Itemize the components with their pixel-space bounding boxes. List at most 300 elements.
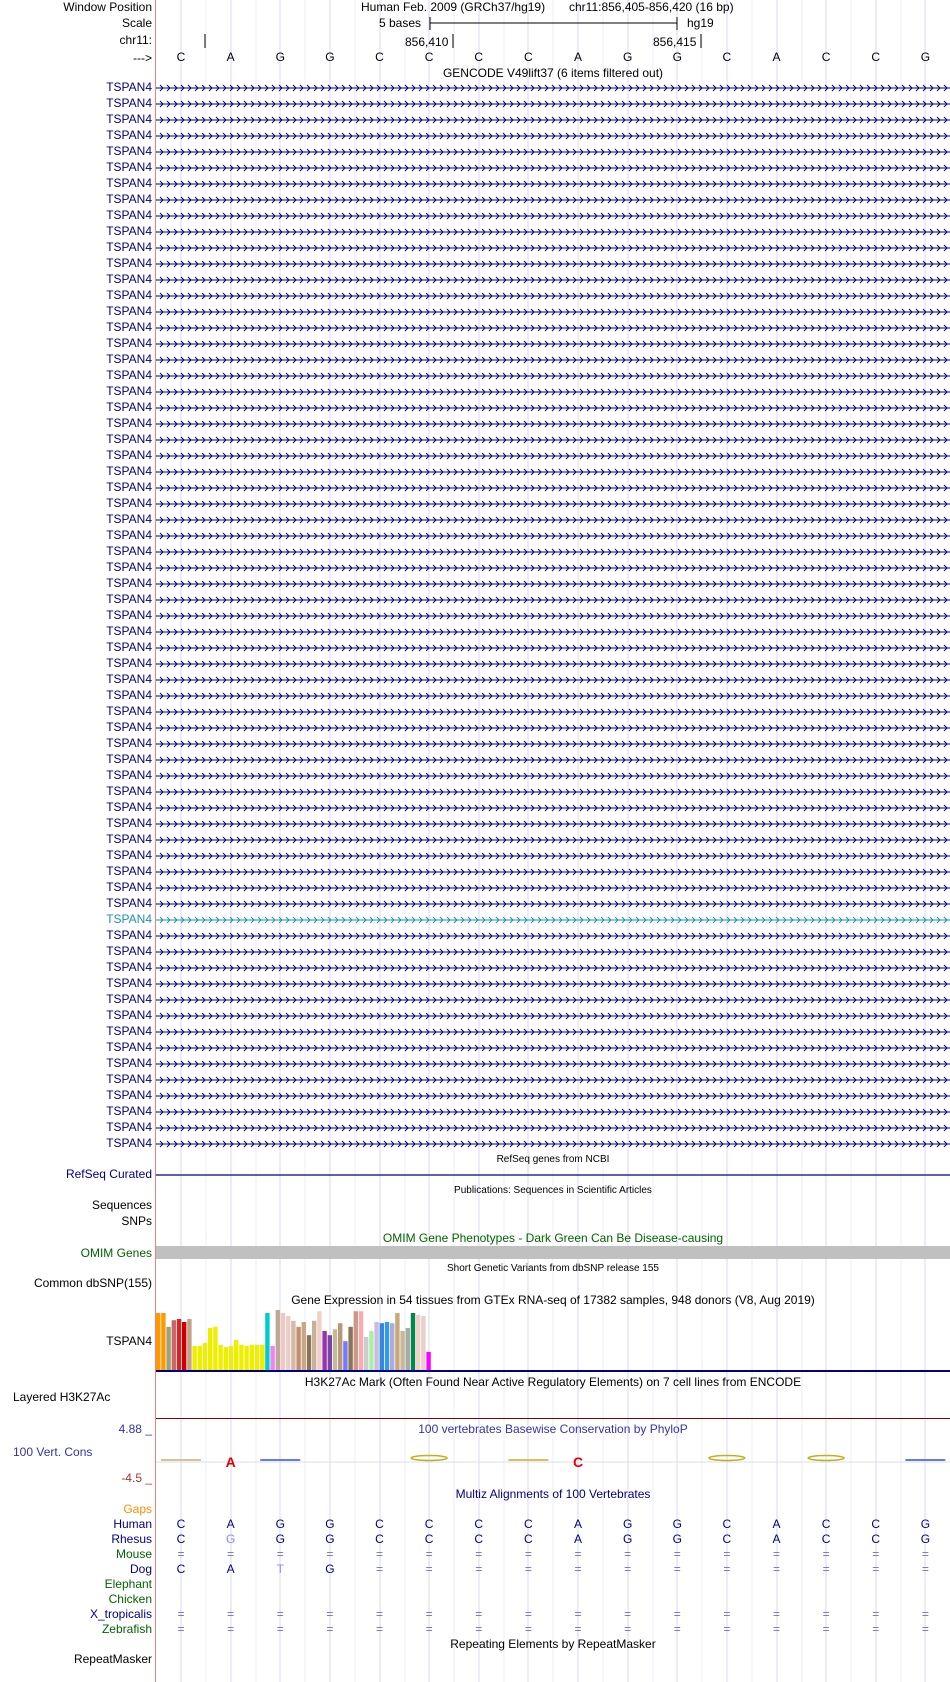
gencode-transcript-label[interactable]: TSPAN4 bbox=[106, 896, 152, 910]
gtex-tissue-bar[interactable] bbox=[296, 1327, 300, 1370]
multiz-base: = bbox=[375, 1622, 383, 1636]
gencode-transcript[interactable] bbox=[156, 1061, 950, 1067]
gencode-transcript-label[interactable]: TSPAN4 bbox=[106, 864, 152, 878]
base-letter: G bbox=[920, 50, 931, 64]
base-letter: A bbox=[226, 50, 235, 64]
h3k27ac-label[interactable]: Layered H3K27Ac bbox=[13, 1390, 111, 1404]
gencode-transcript-label[interactable]: TSPAN4 bbox=[106, 400, 152, 414]
gencode-transcript[interactable] bbox=[156, 981, 950, 987]
gencode-transcript-label[interactable]: TSPAN4 bbox=[106, 1056, 152, 1070]
gencode-transcript[interactable] bbox=[156, 117, 950, 123]
gencode-transcript[interactable] bbox=[156, 997, 950, 1003]
gtex-tissue-bar[interactable] bbox=[156, 1313, 160, 1370]
gencode-transcript-label[interactable]: TSPAN4 bbox=[106, 688, 152, 702]
gencode-transcript[interactable] bbox=[156, 853, 950, 859]
multiz-base: A bbox=[573, 1517, 582, 1531]
multiz-base: C bbox=[176, 1532, 186, 1546]
gencode-transcript-label[interactable]: TSPAN4 bbox=[106, 720, 152, 734]
gtex-tissue-bar[interactable] bbox=[244, 1346, 248, 1370]
scale-bases-text: 5 bases bbox=[379, 16, 422, 30]
base-letter: C bbox=[821, 50, 831, 64]
gtex-track-title[interactable]: Gene Expression in 54 tissues from GTEx RNA-seq of 17382 samples, 948 donors (V8, Aug 2019) bbox=[291, 1293, 815, 1307]
gencode-transcript-label[interactable]: TSPAN4 bbox=[106, 992, 152, 1006]
conservation-mark: A bbox=[225, 1454, 236, 1470]
gencode-transcript[interactable] bbox=[156, 453, 950, 459]
gencode-transcript-label[interactable]: TSPAN4 bbox=[106, 592, 152, 606]
gtex-label[interactable]: TSPAN4 bbox=[106, 1334, 152, 1348]
gtex-tissue-bar[interactable] bbox=[395, 1313, 399, 1370]
gtex-tissue-bar[interactable] bbox=[312, 1321, 316, 1370]
gtex-tissue-bar[interactable] bbox=[333, 1329, 337, 1370]
multiz-base: = bbox=[475, 1547, 483, 1561]
gencode-transcript[interactable] bbox=[156, 373, 950, 379]
gencode-transcript[interactable] bbox=[156, 149, 950, 155]
gencode-transcript-label[interactable]: TSPAN4 bbox=[106, 1072, 152, 1086]
gencode-transcript[interactable] bbox=[156, 581, 950, 587]
gtex-tissue-bar[interactable] bbox=[426, 1352, 430, 1370]
gtex-tissue-bar[interactable] bbox=[400, 1331, 404, 1370]
multiz-base: = bbox=[574, 1622, 582, 1636]
gencode-transcript[interactable] bbox=[156, 389, 950, 395]
gencode-transcript-label[interactable]: TSPAN4 bbox=[106, 960, 152, 974]
refseq-track-title[interactable]: RefSeq genes from NCBI bbox=[496, 1154, 610, 1165]
gencode-transcript[interactable] bbox=[156, 165, 950, 171]
gencode-transcript[interactable] bbox=[156, 229, 950, 235]
gencode-transcript-label[interactable]: TSPAN4 bbox=[106, 928, 152, 942]
repeatmasker-track-title[interactable]: Repeating Elements by RepeatMasker bbox=[450, 1637, 656, 1651]
gencode-transcript-label[interactable]: TSPAN4 bbox=[106, 96, 152, 110]
conservation-label[interactable]: 100 Vert. Cons bbox=[13, 1445, 93, 1459]
gencode-transcript-label[interactable]: TSPAN4 bbox=[106, 496, 152, 510]
gencode-transcript-label[interactable]: TSPAN4 bbox=[106, 160, 152, 174]
gtex-tissue-bar[interactable] bbox=[328, 1335, 332, 1370]
gtex-tissue-bar[interactable] bbox=[161, 1313, 165, 1370]
strand-label: ---> bbox=[133, 51, 152, 65]
gencode-transcript[interactable] bbox=[156, 469, 950, 475]
gencode-transcript[interactable] bbox=[156, 629, 950, 635]
gencode-transcript-label[interactable]: TSPAN4 bbox=[106, 80, 152, 94]
gencode-transcript-label[interactable]: TSPAN4 bbox=[106, 800, 152, 814]
base-letter: C bbox=[524, 50, 533, 64]
gencode-transcript-label[interactable]: TSPAN4 bbox=[106, 240, 152, 254]
gencode-transcript[interactable] bbox=[156, 405, 950, 411]
multiz-base: = bbox=[177, 1622, 185, 1636]
multiz-base: C bbox=[375, 1517, 384, 1531]
multiz-base: = bbox=[475, 1607, 483, 1621]
gencode-transcript[interactable] bbox=[156, 533, 950, 539]
gencode-transcript[interactable] bbox=[156, 821, 950, 827]
gencode-transcript[interactable] bbox=[156, 1125, 950, 1131]
multiz-species-label[interactable]: X_tropicalis bbox=[89, 1607, 152, 1621]
gencode-transcript[interactable] bbox=[156, 293, 950, 299]
gencode-transcript[interactable] bbox=[156, 1029, 950, 1035]
gtex-tissue-bar[interactable] bbox=[218, 1345, 222, 1370]
gencode-transcript[interactable] bbox=[156, 789, 950, 795]
repeatmasker-label[interactable]: RepeatMasker bbox=[73, 1652, 152, 1666]
base-letter: G bbox=[325, 50, 335, 64]
gencode-transcript[interactable] bbox=[156, 213, 950, 219]
gencode-transcript[interactable] bbox=[156, 565, 950, 571]
multiz-base: = bbox=[772, 1547, 780, 1561]
multiz-base: A bbox=[226, 1517, 235, 1531]
gencode-transcript-label[interactable]: TSPAN4 bbox=[106, 256, 152, 270]
gencode-transcript-label[interactable]: TSPAN4 bbox=[106, 1136, 152, 1150]
multiz-base: = bbox=[872, 1562, 880, 1576]
gencode-transcript-label[interactable]: TSPAN4 bbox=[106, 336, 152, 350]
multiz-base: = bbox=[673, 1607, 681, 1621]
gencode-transcript[interactable] bbox=[156, 661, 950, 667]
gencode-transcript-label[interactable]: TSPAN4 bbox=[106, 704, 152, 718]
gencode-transcript-label[interactable]: TSPAN4 bbox=[106, 912, 152, 926]
gencode-transcript[interactable] bbox=[156, 261, 950, 267]
gencode-transcript-label[interactable]: TSPAN4 bbox=[106, 544, 152, 558]
multiz-species-label[interactable]: Dog bbox=[129, 1562, 152, 1576]
gencode-transcript[interactable] bbox=[156, 341, 950, 347]
multiz-base: = bbox=[723, 1607, 731, 1621]
gencode-transcript-label[interactable]: TSPAN4 bbox=[106, 672, 152, 686]
gencode-transcript-label[interactable]: TSPAN4 bbox=[106, 528, 152, 542]
gencode-transcript-label[interactable]: TSPAN4 bbox=[106, 320, 152, 334]
multiz-base: = bbox=[475, 1622, 483, 1636]
multiz-base: = bbox=[326, 1547, 334, 1561]
gtex-tissue-bar[interactable] bbox=[229, 1346, 233, 1370]
multiz-base: = bbox=[475, 1562, 483, 1576]
gtex-tissue-bar[interactable] bbox=[348, 1327, 352, 1370]
h3k27ac-top-line bbox=[156, 1370, 950, 1372]
gtex-tissue-bar[interactable] bbox=[354, 1311, 358, 1370]
base-letter: G bbox=[672, 50, 682, 64]
multiz-base: G bbox=[225, 1532, 236, 1546]
gencode-transcript-label[interactable]: TSPAN4 bbox=[106, 432, 152, 446]
gtex-tissue-bar[interactable] bbox=[187, 1319, 191, 1370]
omim-label[interactable]: OMIM Genes bbox=[80, 1246, 152, 1260]
gencode-transcript[interactable] bbox=[156, 837, 950, 843]
conservation-mark bbox=[411, 1456, 447, 1461]
multiz-base: = bbox=[921, 1562, 929, 1576]
gtex-tissue-bar[interactable] bbox=[281, 1313, 285, 1370]
gencode-transcript-label[interactable]: TSPAN4 bbox=[106, 640, 152, 654]
gencode-transcript-label[interactable]: TSPAN4 bbox=[106, 368, 152, 382]
gtex-tissue-bar[interactable] bbox=[177, 1319, 181, 1370]
gtex-tissue-bar[interactable] bbox=[276, 1310, 280, 1370]
gtex-tissue-bar[interactable] bbox=[260, 1345, 264, 1370]
gencode-transcript[interactable] bbox=[156, 309, 950, 315]
multiz-base: G bbox=[622, 1517, 633, 1531]
gencode-transcript[interactable] bbox=[156, 245, 950, 251]
gencode-transcript[interactable] bbox=[156, 437, 950, 443]
gencode-transcript-label[interactable]: TSPAN4 bbox=[106, 304, 152, 318]
gencode-transcript[interactable] bbox=[156, 421, 950, 427]
gencode-transcript[interactable] bbox=[156, 517, 950, 523]
h3k27ac-bottom-line bbox=[156, 1418, 950, 1419]
gtex-tissue-bar[interactable] bbox=[182, 1322, 186, 1370]
multiz-base: G bbox=[672, 1532, 682, 1546]
gencode-transcript[interactable] bbox=[156, 949, 950, 955]
multiz-species-label[interactable]: Elephant bbox=[104, 1577, 152, 1591]
gencode-transcript[interactable] bbox=[156, 773, 950, 779]
gencode-transcript-label[interactable]: TSPAN4 bbox=[106, 752, 152, 766]
gencode-transcript[interactable] bbox=[156, 1109, 950, 1115]
base-letter: G bbox=[622, 50, 633, 64]
gencode-transcript[interactable] bbox=[156, 1093, 950, 1099]
multiz-base: = bbox=[673, 1562, 681, 1576]
gtex-tissue-bar[interactable] bbox=[385, 1322, 389, 1370]
gencode-transcript-label[interactable]: TSPAN4 bbox=[106, 832, 152, 846]
gencode-transcript[interactable] bbox=[156, 181, 950, 187]
gencode-transcript[interactable] bbox=[156, 933, 950, 939]
gencode-transcript-label[interactable]: TSPAN4 bbox=[106, 768, 152, 782]
omim-track-title[interactable]: OMIM Gene Phenotypes - Dark Green Can Be Disease-causing bbox=[382, 1231, 724, 1245]
multiz-base: = bbox=[723, 1547, 731, 1561]
gtex-tissue-bar[interactable] bbox=[224, 1347, 228, 1370]
gencode-transcript[interactable] bbox=[156, 677, 950, 683]
publications-track-title[interactable]: Publications: Sequences in Scientific Articles bbox=[454, 1185, 652, 1196]
gencode-transcript-label[interactable]: TSPAN4 bbox=[106, 272, 152, 286]
multiz-base: = bbox=[822, 1607, 830, 1621]
gencode-transcript-label[interactable]: TSPAN4 bbox=[106, 880, 152, 894]
conservation-track-title[interactable]: 100 vertebrates Basewise Conservation by PhyloP bbox=[418, 1422, 688, 1436]
refseq-label[interactable]: RefSeq Curated bbox=[65, 1167, 152, 1181]
gencode-transcript-label[interactable]: TSPAN4 bbox=[106, 352, 152, 366]
multiz-base: T bbox=[276, 1562, 284, 1576]
multiz-species-label[interactable]: Zebrafish bbox=[101, 1622, 152, 1636]
gtex-tissue-bar[interactable] bbox=[239, 1345, 243, 1370]
dbsnp-label[interactable]: Common dbSNP(155) bbox=[33, 1276, 152, 1290]
gencode-transcript[interactable] bbox=[156, 597, 950, 603]
gtex-tissue-bar[interactable] bbox=[213, 1327, 217, 1370]
gtex-tissue-bar[interactable] bbox=[416, 1315, 420, 1370]
base-letter: C bbox=[474, 50, 484, 64]
gencode-transcript[interactable] bbox=[156, 613, 950, 619]
h3k27ac-track-title[interactable]: H3K27Ac Mark (Often Found Near Active Regulatory Elements) on 7 cell lines from ENCODE bbox=[304, 1375, 802, 1389]
gencode-transcript[interactable] bbox=[156, 133, 950, 139]
gencode-transcript-label[interactable]: TSPAN4 bbox=[106, 288, 152, 302]
gtex-tissue-bar[interactable] bbox=[374, 1322, 378, 1370]
dbsnp-track-title[interactable]: Short Genetic Variants from dbSNP release 155 bbox=[447, 1263, 659, 1274]
multiz-species-label[interactable]: Chicken bbox=[108, 1592, 152, 1606]
gtex-tissue-bar[interactable] bbox=[250, 1345, 254, 1370]
gencode-transcript-label[interactable]: TSPAN4 bbox=[106, 816, 152, 830]
gencode-transcript[interactable] bbox=[156, 725, 950, 731]
multiz-base: = bbox=[375, 1562, 383, 1576]
multiz-base: C bbox=[524, 1532, 533, 1546]
gencode-transcript[interactable] bbox=[156, 709, 950, 715]
publications-sequences-label[interactable]: Sequences bbox=[91, 1198, 152, 1212]
gtex-tissue-bar[interactable] bbox=[166, 1327, 170, 1370]
gencode-transcript-label[interactable]: TSPAN4 bbox=[106, 1040, 152, 1054]
multiz-base: = bbox=[524, 1562, 532, 1576]
gencode-transcript[interactable] bbox=[156, 757, 950, 763]
gtex-bar-chart[interactable] bbox=[156, 1308, 950, 1371]
gencode-transcript[interactable] bbox=[156, 325, 950, 331]
gtex-tissue-bar[interactable] bbox=[302, 1322, 306, 1370]
gencode-transcript-label[interactable]: TSPAN4 bbox=[106, 976, 152, 990]
multiz-base: C bbox=[722, 1532, 732, 1546]
gtex-tissue-bar[interactable] bbox=[322, 1331, 326, 1370]
multiz-base: = bbox=[772, 1562, 780, 1576]
multiz-base: = bbox=[326, 1622, 334, 1636]
gencode-transcript[interactable] bbox=[156, 965, 950, 971]
gencode-transcript-label[interactable]: TSPAN4 bbox=[106, 608, 152, 622]
multiz-base: = bbox=[921, 1622, 929, 1636]
multiz-base: G bbox=[920, 1517, 931, 1531]
gencode-transcript[interactable] bbox=[156, 277, 950, 283]
gencode-transcript[interactable] bbox=[156, 645, 950, 651]
base-letter: A bbox=[772, 50, 781, 64]
gencode-transcript[interactable] bbox=[156, 101, 950, 107]
multiz-base: C bbox=[424, 1532, 434, 1546]
multiz-base: = bbox=[326, 1607, 334, 1621]
gtex-tissue-bar[interactable] bbox=[390, 1323, 394, 1370]
gencode-transcript[interactable] bbox=[156, 885, 950, 891]
multiz-base: C bbox=[474, 1532, 484, 1546]
conservation-mark: C bbox=[572, 1454, 584, 1470]
gencode-transcript-label[interactable]: TSPAN4 bbox=[106, 1104, 152, 1118]
multiz-species-label[interactable]: Rhesus bbox=[111, 1532, 152, 1546]
gencode-transcript[interactable] bbox=[156, 1045, 950, 1051]
assembly-text: Human Feb. 2009 (GRCh37/hg19) bbox=[361, 0, 546, 14]
gtex-tissue-bar[interactable] bbox=[198, 1346, 202, 1370]
gtex-tissue-bar[interactable] bbox=[359, 1311, 363, 1370]
multiz-base: = bbox=[872, 1547, 880, 1561]
gencode-transcript[interactable] bbox=[156, 693, 950, 699]
gencode-transcript[interactable] bbox=[156, 485, 950, 491]
gencode-transcript[interactable] bbox=[156, 357, 950, 363]
base-letter: C bbox=[871, 50, 881, 64]
gencode-transcript-label[interactable]: TSPAN4 bbox=[106, 656, 152, 670]
gencode-transcript[interactable] bbox=[156, 1077, 950, 1083]
gencode-transcript[interactable] bbox=[156, 901, 950, 907]
gencode-track-title[interactable]: GENCODE V49lift37 (6 items filtered out) bbox=[442, 66, 664, 80]
gtex-tissue-bar[interactable] bbox=[338, 1323, 342, 1370]
gencode-transcript-label[interactable]: TSPAN4 bbox=[106, 176, 152, 190]
multiz-species-label[interactable]: Human bbox=[113, 1517, 152, 1531]
gencode-transcript[interactable] bbox=[156, 741, 950, 747]
gencode-transcript[interactable] bbox=[156, 1013, 950, 1019]
gtex-tissue-bar[interactable] bbox=[364, 1337, 368, 1370]
gencode-transcript-label[interactable]: TSPAN4 bbox=[106, 784, 152, 798]
multiz-base: = bbox=[375, 1547, 383, 1561]
gtex-tissue-bar[interactable] bbox=[270, 1346, 274, 1370]
gtex-tissue-bar[interactable] bbox=[172, 1320, 176, 1370]
gtex-tissue-bar[interactable] bbox=[343, 1341, 347, 1370]
multiz-base: = bbox=[276, 1607, 284, 1621]
gencode-transcript-label[interactable]: TSPAN4 bbox=[106, 576, 152, 590]
base-letter: C bbox=[424, 50, 434, 64]
gencode-transcript-label[interactable]: TSPAN4 bbox=[106, 736, 152, 750]
gencode-transcript[interactable] bbox=[156, 805, 950, 811]
multiz-base: = bbox=[624, 1622, 632, 1636]
window-position-label: Window Position bbox=[63, 0, 152, 14]
base-letter: C bbox=[176, 50, 186, 64]
multiz-base: = bbox=[227, 1547, 235, 1561]
multiz-base: A bbox=[573, 1532, 582, 1546]
gtex-tissue-bar[interactable] bbox=[411, 1313, 415, 1370]
gencode-transcript-label[interactable]: TSPAN4 bbox=[106, 944, 152, 958]
gencode-transcript-label[interactable]: TSPAN4 bbox=[106, 144, 152, 158]
multiz-base: C bbox=[722, 1517, 732, 1531]
multiz-base: = bbox=[425, 1622, 433, 1636]
publications-snps-label[interactable]: SNPs bbox=[121, 1214, 152, 1228]
gencode-transcript-label[interactable]: TSPAN4 bbox=[106, 128, 152, 142]
gtex-tissue-bar[interactable] bbox=[307, 1335, 311, 1370]
gencode-transcripts[interactable] bbox=[156, 0, 950, 1160]
gencode-transcript-label[interactable]: TSPAN4 bbox=[106, 624, 152, 638]
gtex-tissue-bar[interactable] bbox=[286, 1316, 290, 1370]
position-text[interactable]: chr11:856,405-856,420 (16 bp) bbox=[569, 0, 734, 14]
gtex-tissue-bar[interactable] bbox=[234, 1340, 238, 1370]
gencode-transcript-label[interactable]: TSPAN4 bbox=[106, 1024, 152, 1038]
conservation-graph[interactable] bbox=[156, 1440, 950, 1475]
multiz-base: = bbox=[524, 1622, 532, 1636]
gencode-transcript-label[interactable]: TSPAN4 bbox=[106, 464, 152, 478]
gtex-tissue-bar[interactable] bbox=[192, 1346, 196, 1370]
gencode-transcript-label[interactable]: TSPAN4 bbox=[106, 1120, 152, 1134]
multiz-base: C bbox=[424, 1517, 434, 1531]
refseq-gene-line[interactable] bbox=[156, 1174, 950, 1178]
gtex-tissue-bar[interactable] bbox=[380, 1323, 384, 1370]
multiz-base: = bbox=[822, 1562, 830, 1576]
gencode-transcript[interactable] bbox=[156, 85, 950, 91]
gencode-transcript-label[interactable]: TSPAN4 bbox=[106, 448, 152, 462]
gencode-transcript[interactable] bbox=[156, 501, 950, 507]
gencode-transcript-label[interactable]: TSPAN4 bbox=[106, 1008, 152, 1022]
gtex-tissue-bar[interactable] bbox=[203, 1343, 207, 1370]
gencode-transcript[interactable] bbox=[156, 1141, 950, 1147]
gencode-transcript-label[interactable]: TSPAN4 bbox=[106, 480, 152, 494]
gtex-tissue-bar[interactable] bbox=[406, 1328, 410, 1370]
gtex-tissue-bar[interactable] bbox=[369, 1331, 373, 1370]
gtex-tissue-bar[interactable] bbox=[421, 1316, 425, 1370]
gencode-transcript-label[interactable]: TSPAN4 bbox=[106, 224, 152, 238]
multiz-base: = bbox=[425, 1562, 433, 1576]
multiz-base: A bbox=[772, 1517, 781, 1531]
gencode-transcript[interactable] bbox=[156, 549, 950, 555]
gencode-transcript[interactable] bbox=[156, 869, 950, 875]
gtex-tissue-bar[interactable] bbox=[265, 1313, 269, 1370]
gtex-tissue-bar[interactable] bbox=[255, 1345, 259, 1370]
gencode-transcript-label[interactable]: TSPAN4 bbox=[106, 1088, 152, 1102]
gencode-transcript-label[interactable]: TSPAN4 bbox=[106, 192, 152, 206]
gencode-transcript[interactable] bbox=[156, 917, 950, 923]
gencode-transcript-label[interactable]: TSPAN4 bbox=[106, 208, 152, 222]
gtex-tissue-bar[interactable] bbox=[208, 1328, 212, 1370]
omim-bar[interactable] bbox=[156, 1246, 950, 1259]
gtex-tissue-bar[interactable] bbox=[317, 1311, 321, 1370]
scale-db-text: hg19 bbox=[687, 16, 714, 30]
gencode-transcript-label[interactable]: TSPAN4 bbox=[106, 416, 152, 430]
multiz-base: = bbox=[375, 1607, 383, 1621]
multiz-gaps-label[interactable]: Gaps bbox=[123, 1502, 152, 1516]
multiz-base: C bbox=[375, 1532, 384, 1546]
multiz-species-label[interactable]: Mouse bbox=[115, 1547, 152, 1561]
gencode-transcript[interactable] bbox=[156, 197, 950, 203]
gencode-transcript-label[interactable]: TSPAN4 bbox=[106, 112, 152, 126]
multiz-base: C bbox=[821, 1517, 831, 1531]
gencode-transcript-label[interactable]: TSPAN4 bbox=[106, 512, 152, 526]
multiz-track-title[interactable]: Multiz Alignments of 100 Vertebrates bbox=[455, 1487, 651, 1501]
tick-856410: 856,410 bbox=[405, 35, 449, 49]
gtex-tissue-bar[interactable] bbox=[291, 1321, 295, 1370]
multiz-base: = bbox=[276, 1622, 284, 1636]
multiz-base: = bbox=[624, 1607, 632, 1621]
chrom-label: chr11: bbox=[119, 33, 152, 47]
multiz-base: = bbox=[177, 1607, 185, 1621]
gencode-transcript-label[interactable]: TSPAN4 bbox=[106, 384, 152, 398]
gencode-transcript-label[interactable]: TSPAN4 bbox=[106, 560, 152, 574]
multiz-base: G bbox=[622, 1532, 633, 1546]
gencode-transcript-label[interactable]: TSPAN4 bbox=[106, 848, 152, 862]
